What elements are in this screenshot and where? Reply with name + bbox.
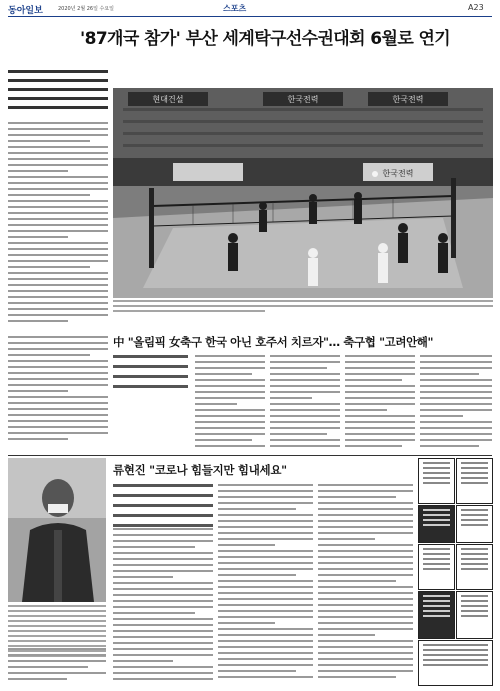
ad-box-1	[418, 458, 455, 504]
body-column-7	[218, 484, 313, 686]
secondary-headline: 中 "올림픽 女축구 한국 아닌 호주서 치르자"… 축구협 "고려안해"	[113, 335, 434, 349]
masthead: 동아일보	[8, 6, 43, 16]
ad-box-8	[456, 591, 493, 639]
ad-box-7	[418, 591, 455, 639]
issue-date: 2020년 2월 26일 수요일	[58, 6, 115, 12]
main-headline: '87개국 참가' 부산 세계탁구선수권대회 6월로 연기	[80, 29, 451, 49]
ad-box-3	[418, 505, 455, 543]
ad-box-5	[418, 544, 455, 590]
body-column-1	[8, 122, 108, 332]
ad-box-9	[418, 640, 493, 686]
body-column-4	[345, 355, 415, 450]
body-column-5	[420, 355, 492, 450]
photo-caption	[113, 300, 493, 315]
header-rule	[8, 16, 492, 17]
body-column-2	[195, 355, 265, 450]
ad-box-6	[456, 544, 493, 590]
secondary-deck	[113, 355, 188, 395]
body-column-1b	[8, 336, 108, 451]
ryu-hyunjin-photo	[8, 458, 106, 602]
third-deck	[113, 484, 213, 534]
classified-ads	[418, 458, 492, 686]
banner-kepco-3: 한국전력	[382, 169, 414, 178]
page-number: A23	[468, 3, 484, 12]
banner-kepco-1: 한국전력	[287, 95, 319, 104]
section-rule	[8, 455, 492, 456]
body-column-1c	[8, 648, 106, 688]
ad-box-4	[456, 505, 493, 543]
banner-kepco-2: 한국전력	[392, 95, 424, 104]
volleyball-photo	[113, 88, 493, 298]
ad-box-2	[456, 458, 493, 504]
section-label: 스포츠	[223, 4, 247, 13]
body-column-6	[113, 528, 213, 686]
body-column-3	[270, 355, 340, 450]
lead-deck	[8, 70, 108, 115]
third-headline: 류현진 "코로나 힘들지만 힘내세요"	[113, 463, 287, 477]
banner-hyundai: 현대건설	[152, 95, 184, 104]
body-column-8	[318, 484, 413, 686]
